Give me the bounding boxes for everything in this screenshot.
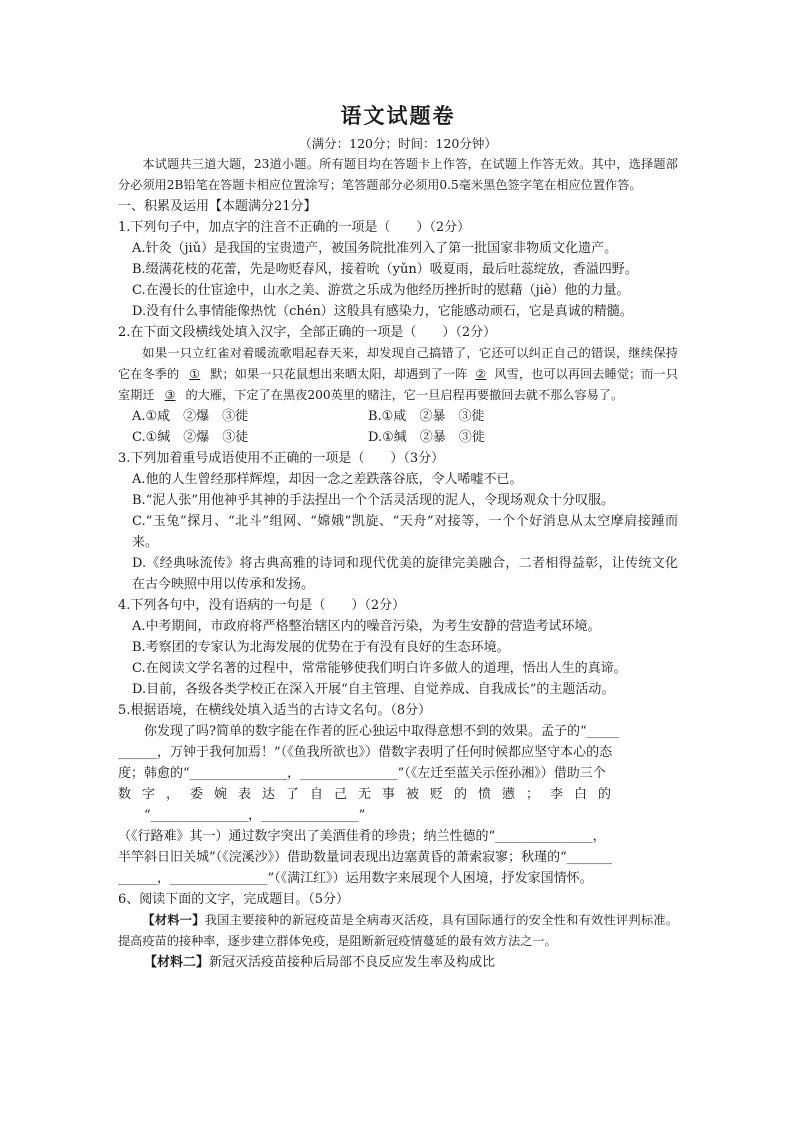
question-1-option-a: A.针灸（jiǔ）是我国的宝贵遗产，被国务院批准列入了第一批国家非物质文化遗产。: [132, 241, 618, 256]
question-5-line-4: 数字，委婉表达了自己无事被贬的愤懑；李白的: [118, 787, 623, 802]
question-3-option-d: D.《经典咏流传》将古典高雅的诗词和现代优美的旋律完美融合，二者相得益彰，让传统文化在古今映照中用以传承和发扬。: [132, 556, 678, 592]
question-3-option-b: B.“泥人张”用他神乎其神的手法捏出一个个活灵活现的泥人，令现场观众十分叹服。: [132, 493, 614, 508]
question-2-option-a: A.①咸 ②爆 ③徙: [132, 409, 249, 424]
question-2-option-c: C.①缄 ②爆 ③徒: [132, 430, 249, 445]
blank-2: ②: [475, 367, 487, 381]
exam-page: [118, 100, 678, 973]
page-title: 语文试题卷: [340, 103, 456, 128]
question-5-line-2: ______，万钟于我何加焉！”（《鱼我所欲也》）借数字表明了任何时候都应坚守本心的态: [118, 745, 613, 760]
question-5-line-3: 度；韩愈的“_______________，_______________”（《左迁至蓝关示侄孙湘》）借助三个: [118, 766, 606, 781]
question-4-option-b: B.考察团的专家认为北海发展的优势在于有没有良好的生态环境。: [132, 640, 510, 655]
question-2-option-d: D.①缄 ②暴 ③徙: [368, 430, 485, 445]
blank-1: ①: [189, 367, 201, 381]
question-3-option-a: A.他的人生曾经那样辉煌，却因一念之差跌落谷底，令人唏嘘不已。: [132, 472, 523, 487]
question-1-stem: 1.下列句子中，加点字的注音不正确的一项是（ ）（2分）: [118, 220, 471, 235]
material-1-label: 【材料一】: [142, 913, 205, 927]
question-5-stem: 5.根据语境，在横线处填入适当的古诗文名句。（8分）: [118, 703, 432, 718]
question-1-option-d: D.没有什么事情能像热忱（chén）这般具有感染力，它能感动顽石，它是真诚的精髓。: [132, 304, 633, 319]
passage-part-1: 如果一只立红雀对着暖流歌唱起春天来，却发现自己搞错了，它还可以纠正自己的错误，继续保持它在冬季的: [118, 346, 678, 381]
question-2-passage: [118, 343, 678, 406]
material-2-label: 【材料二】: [144, 955, 210, 970]
material-2-text: 新冠灭活疫苗接种后局部不良反应发生率及构成比: [209, 955, 496, 970]
question-2-options: [118, 406, 678, 448]
question-3-stem: 3.下列加着重号成语使用不正确的一项是（ ）（3分）: [118, 451, 445, 466]
question-5-line-7: 半竿斜日旧关城”（《浣溪沙》）借助数量词表现出边塞黄昏的萧索寂寥；秋瑾的“_______: [118, 850, 613, 865]
material-1-text: 我国主要接种的新冠疫苗是全病毒灭活疫，具有国际通行的安全性和有效性评判标准。提高疫苗的接种率，逐步建立群体免疫，是阻断新冠疫情蔓延的最有效方法之一。: [118, 913, 678, 948]
exam-info: （满分：120分；时间：120分钟）: [299, 136, 497, 151]
blank-3: ③: [164, 388, 176, 402]
question-5-line-6: （《行路难》其一）通过数字突出了美酒佳肴的珍贵；纳兰性德的“_______________，: [118, 829, 606, 844]
passage-part-3: 风雪，也可以再回去睡觉；而一只室期迁: [118, 367, 678, 402]
question-5-line-1: 你发现了吗?简单的数字能在作者的匠心独运中取得意想不到的效果。孟子的“_____: [144, 724, 620, 739]
material-2: [118, 952, 678, 973]
passage-part-2: 默；如果一只花鼠想出来晒太阳，却遇到了一阵: [210, 367, 468, 381]
question-2-option-b: B.①咸 ②暴 ③徙: [368, 409, 485, 424]
material-1: [118, 910, 678, 952]
question-4-stem: 4.下列各句中，没有语病的一句是（ ）（2分）: [118, 598, 406, 613]
question-2-stem: 2.在下面文段横线处填入汉字，全部正确的一项是（ ）（2分）: [118, 325, 497, 340]
question-4-option-c: C.在阅读文学名著的过程中，常常能够使我们明白许多做人的道理，悟出人生的真谛。: [132, 661, 627, 676]
question-5-line-8: ______，_______________”（《满江红》）运用数字来展现个人困境，抒发家国情怀。: [118, 871, 593, 886]
question-3-option-c: C.“玉兔”探月、“北斗”组网、“嫦娥”凯旋、“天舟”对接等，一个个好消息从太空摩肩接踵而来。: [132, 514, 678, 550]
question-1-option-c: C.在漫长的仕宦途中，山水之美、游赏之乐成为他经历挫折时的慰藉（jiè）他的力量。: [132, 283, 630, 298]
passage-part-4: 的大雁，下定了在黑夜200英里的赌注，它一旦启程再要撤回去就不那么容易了。: [185, 388, 624, 402]
question-6-stem: 6、阅读下面的文字，完成题目。（5分）: [118, 892, 350, 907]
question-1-option-b: B.缀满花枝的花蕾，先是吻贬春风，接着吮（yǔn）吸夏雨，最后吐蕊绽放，香溢四野。: [132, 262, 638, 277]
question-5-line-5: “_______________，_______________”: [144, 808, 366, 823]
instructions: 本试题共三道大题，23道小题。所有题目均在答题卡上作答，在试题上作答无效。其中，选择题部分必须用2B铅笔在答题卡相应位置涂写；笔答题部分必须用0.5毫米黑色签字笔在相应位置作答。: [118, 157, 678, 192]
question-4-option-d: D.目前，各级各类学校正在深入开展“自主管理、自觉养成、自我成长”的主题活动。: [132, 682, 615, 697]
question-4-option-a: A.中考期间，市政府将严格整治辖区内的噪音污染，为考生安静的营造考试环境。: [132, 619, 601, 634]
section-heading: 一、积累及运用【本题满分21分】: [118, 199, 317, 214]
